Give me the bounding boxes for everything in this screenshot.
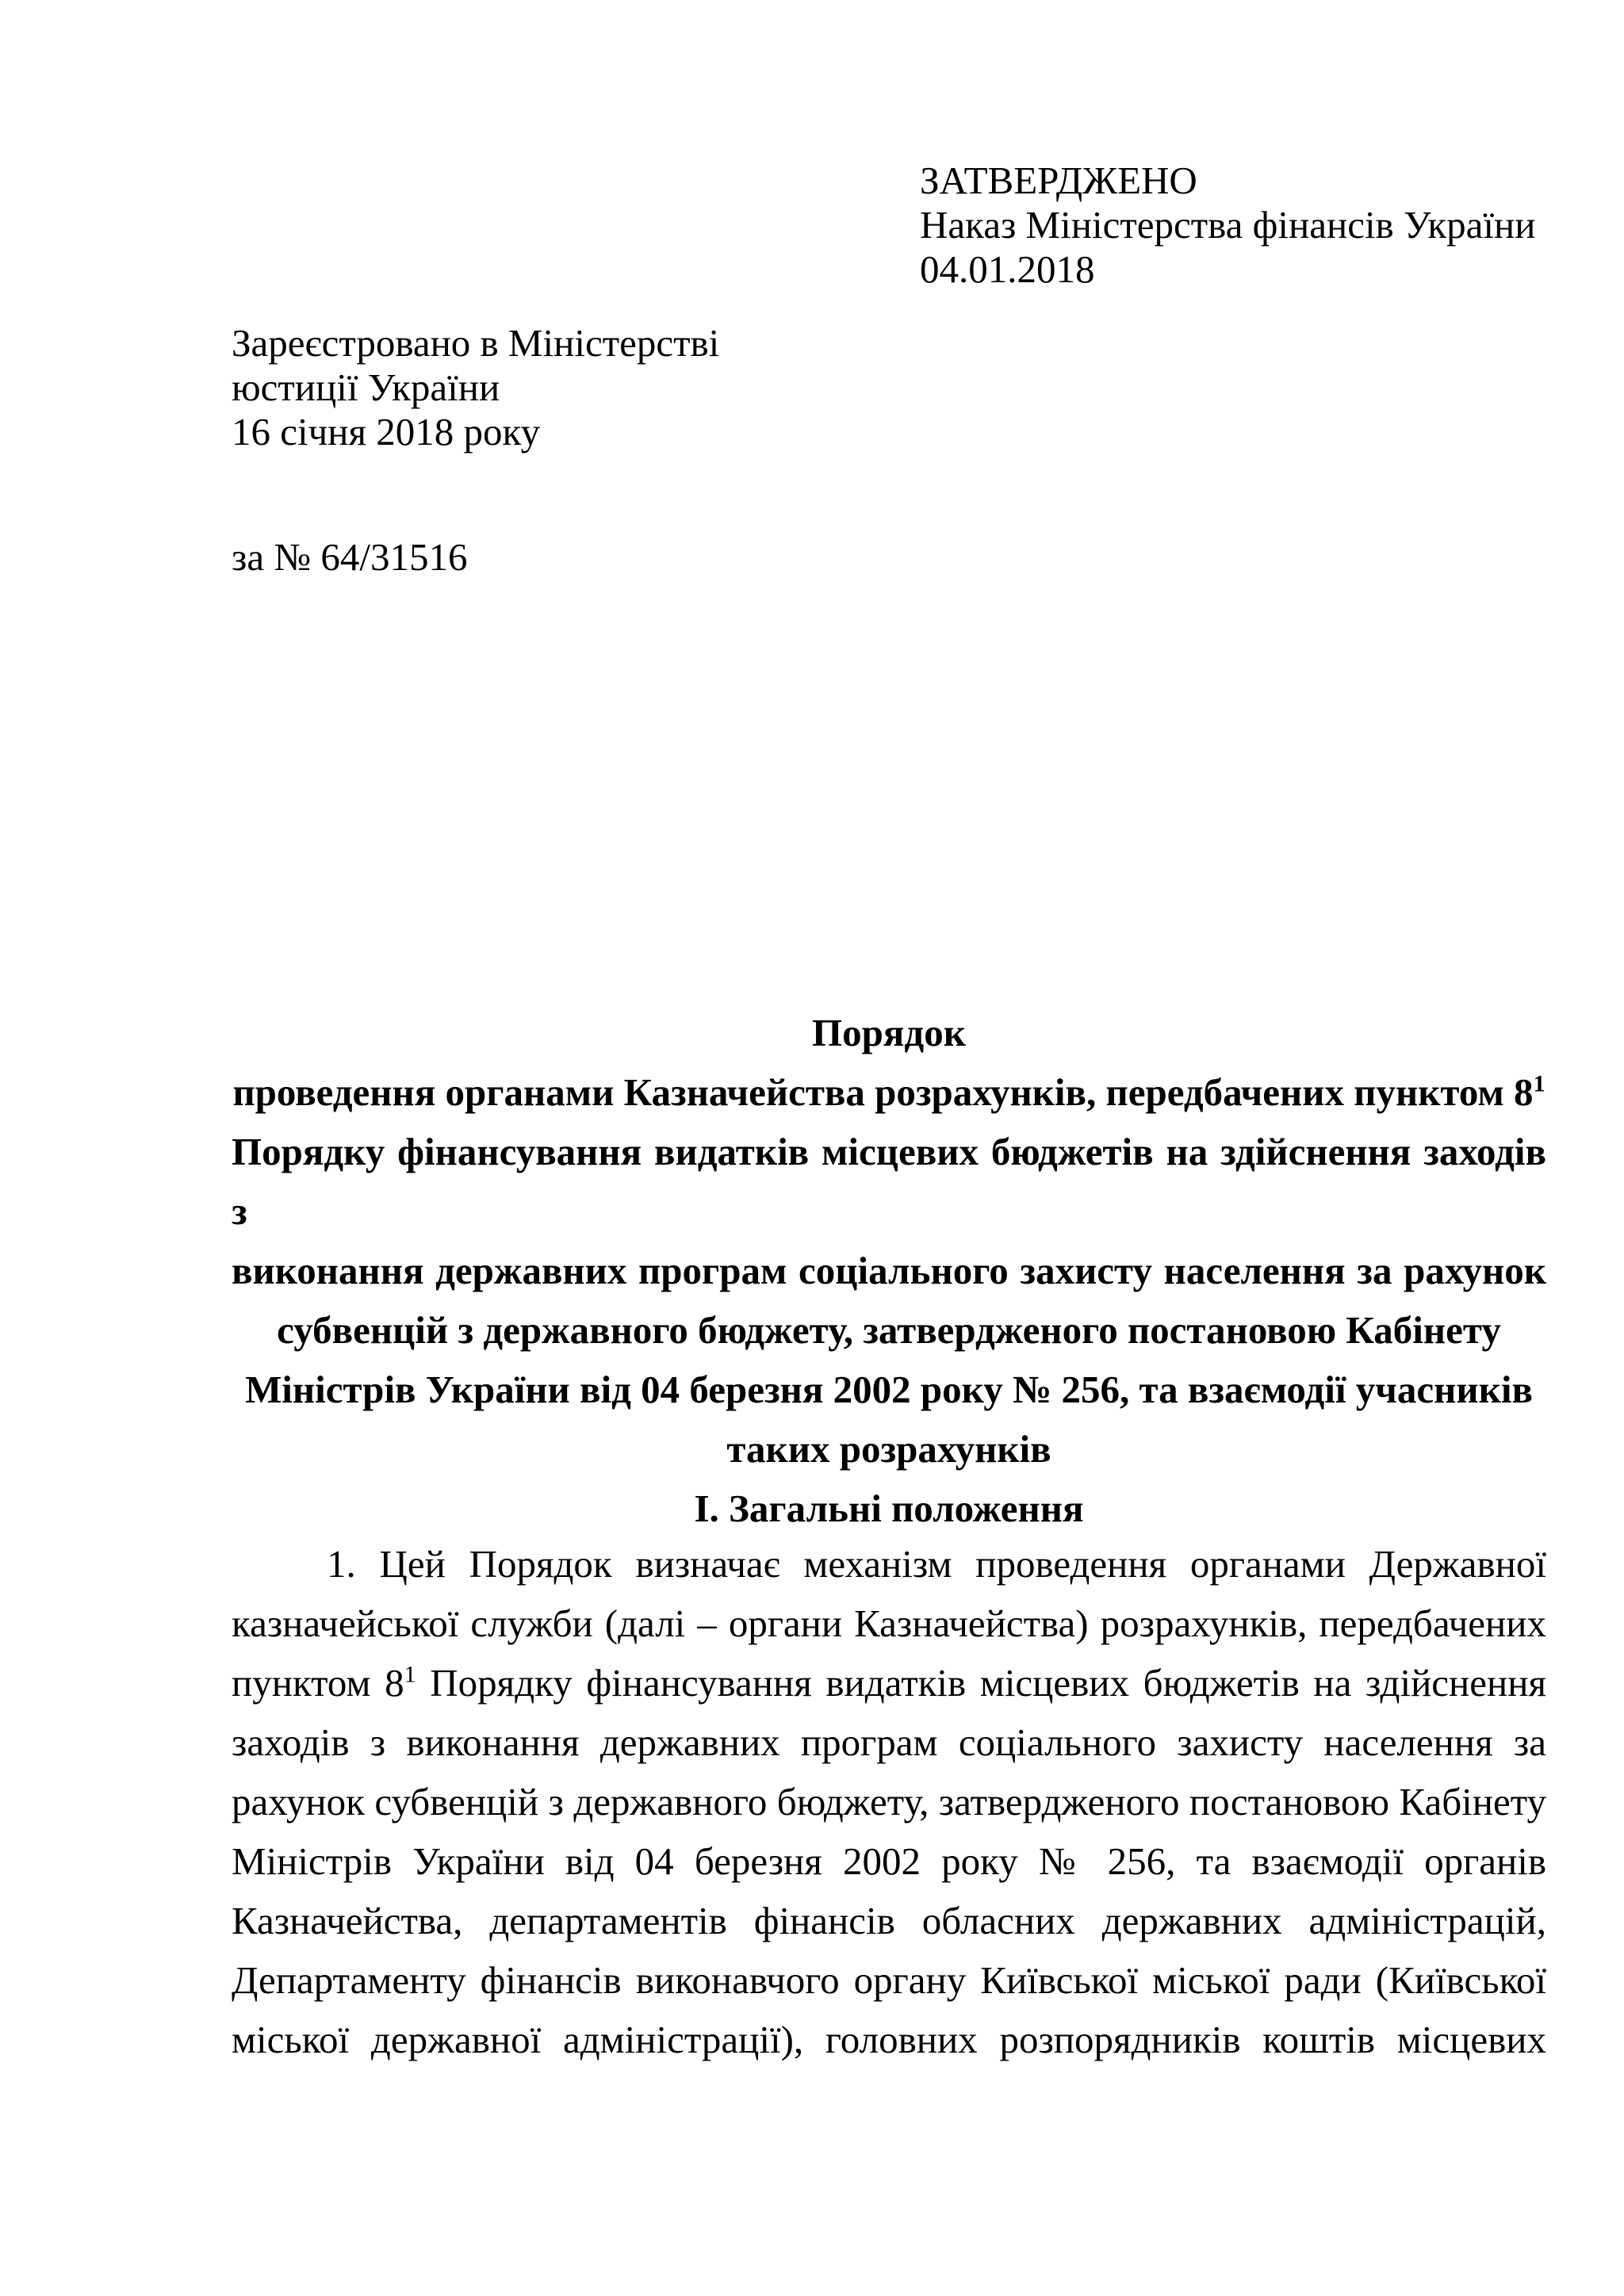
paragraph-line: 1. Цей Порядок визначає механізм проведення органами Державної — [327, 1542, 1546, 1586]
paragraph-line-text: Порядку фінансування видатків місцевих бюджетів на здійснення — [416, 1661, 1546, 1705]
approval-title: ЗАТВЕРДЖЕНО — [920, 159, 1197, 202]
title-line-1-superscript: 1 — [1533, 1070, 1545, 1097]
title-line-2: Порядку фінансування видатків місцевих бюджетів на здійснення заходів з — [232, 1130, 1546, 1233]
registration-date: 16 січня 2018 року — [232, 410, 541, 453]
paragraph-line-superscript: 1 — [404, 1661, 416, 1688]
registration-number: за № 64/31516 — [232, 535, 468, 579]
title-line-6: таких розрахунків — [726, 1427, 1051, 1471]
title-line-1-text: проведення органами Казначейства розрахунків, передбачених пунктом 8 — [232, 1070, 1534, 1114]
registration-line-2: юстиції України — [232, 365, 500, 409]
paragraph-line: міської державної адміністрації), головних розпорядників коштів місцевих — [232, 2018, 1546, 2061]
registration-block — [232, 321, 719, 454]
paragraph-line: рахунок субвенцій з державного бюджету, затвердженого постановою Кабінету — [232, 1780, 1546, 1823]
paragraph-line: заходів з виконання державних програм соціального захисту населення за — [232, 1720, 1546, 1764]
paragraph-line — [232, 1653, 1546, 1712]
approval-order: Наказ Міністерства фінансів України — [920, 203, 1536, 247]
paragraph-line: Департаменту фінансів виконавчого органу Київської міської ради (Київської — [232, 1958, 1546, 2002]
document-title — [232, 1003, 1546, 1538]
body-paragraph — [232, 1534, 1546, 2069]
title-line-1 — [232, 1062, 1546, 1122]
paragraph-line: казначейської служби (далі – органи Казначейства) розрахунків, передбачених — [232, 1601, 1546, 1645]
registration-line-1: Зареєстровано в Міністерстві — [232, 321, 720, 365]
title-heading: Порядок — [812, 1011, 966, 1054]
paragraph-line-text: пунктом 8 — [232, 1661, 404, 1705]
approval-date: 04.01.2018 — [920, 247, 1095, 291]
paragraph-line: Казначейства, департаментів фінансів обласних державних адміністрацій, — [232, 1899, 1546, 1942]
title-line-5: Міністрів України від 04 березня 2002 року № 256, та взаємодії учасників — [245, 1368, 1533, 1411]
section-heading: I. Загальні положення — [694, 1487, 1084, 1530]
title-line-3: виконання державних програм соціального захисту населення за рахунок — [232, 1249, 1546, 1292]
approval-stamp — [920, 159, 1535, 292]
title-line-4: субвенцій з державного бюджету, затвердженого постановою Кабінету — [277, 1308, 1501, 1352]
paragraph-line: Міністрів України від 04 березня 2002 року № 256, та взаємодії органів — [232, 1839, 1546, 1883]
